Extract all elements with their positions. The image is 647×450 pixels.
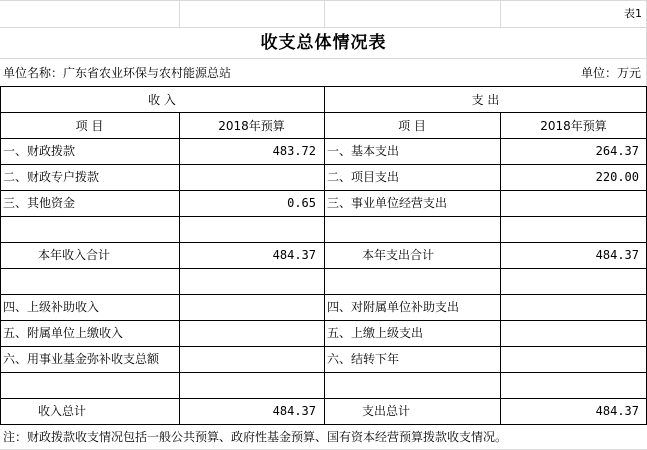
expense-item [324,216,500,242]
expense-item: 六、结转下年 [327,352,400,366]
income-item-header: 项 目 [75,118,104,133]
income-total-value: 484.37 [272,404,316,418]
income-value [179,164,324,190]
income-value [179,268,324,294]
income-item: 二、财政专户拨款 [3,170,100,184]
income-item [0,268,179,294]
expense-subtotal-value: 484.37 [595,248,639,262]
expense-value [500,346,647,372]
footnote-row [0,425,647,449]
table-border [324,86,325,425]
expense-value [500,294,647,320]
expense-total-value: 484.37 [595,404,639,418]
expense-value [500,268,647,294]
income-total-label: 收入总计 [38,404,87,418]
table-number: 表1 [624,7,642,20]
income-value [179,320,324,346]
income-item: 四、上级补助收入 [3,300,100,314]
table-border [0,86,1,425]
income-value: 0.65 [287,196,316,210]
table-border [179,112,180,425]
expense-item [324,268,500,294]
currency-unit: 单位：万元 [580,65,641,80]
income-item: 五、附属单位上缴收入 [3,326,124,340]
expense-value [500,216,647,242]
income-budget-header: 2018年预算 [218,118,285,133]
expense-budget-header: 2018年预算 [540,118,607,133]
table-border [500,112,501,425]
income-header: 收 入 [148,92,176,107]
expense-item [324,372,500,398]
expense-item: 五、上缴上级支出 [327,326,424,340]
expense-value: 220.00 [595,170,639,184]
income-item [0,216,179,242]
title-row [0,28,647,58]
expense-item: 二、项目支出 [327,170,400,184]
expense-header: 支 出 [471,92,500,107]
expense-value [500,320,647,346]
expense-total-label: 支出总计 [362,404,411,418]
expense-value: 264.37 [595,144,639,158]
page-title: 收支总体情况表 [260,32,387,53]
income-value [179,294,324,320]
income-item: 三、其他资金 [3,196,76,210]
expense-item: 三、事业单位经营支出 [327,196,448,210]
income-value: 483.72 [272,144,316,158]
income-subtotal-label: 本年收入合计 [38,248,111,262]
expense-value [500,190,647,216]
footnote: 注：财政拨款收支情况包括一般公共预算、政府性基金预算、国有资本经营预算拨款收支情况。 [3,430,508,444]
expense-item-header: 项 目 [398,118,426,133]
income-item [0,372,179,398]
expense-value [500,372,647,398]
unit-name: 单位名称：广东省农业环保与农村能源总站 [3,65,232,80]
expense-item: 四、对附属单位补助支出 [327,300,460,314]
income-subtotal-value: 484.37 [272,248,316,262]
income-value [179,372,324,398]
expense-subtotal-label: 本年支出合计 [362,248,435,262]
income-value [179,346,324,372]
expense-item: 一、基本支出 [327,144,400,158]
table-number-row [0,0,647,27]
unit-row [0,59,647,86]
income-item: 一、财政拨款 [3,144,76,158]
income-value [179,216,324,242]
income-item: 六、用事业基金弥补收支总额 [3,352,160,366]
